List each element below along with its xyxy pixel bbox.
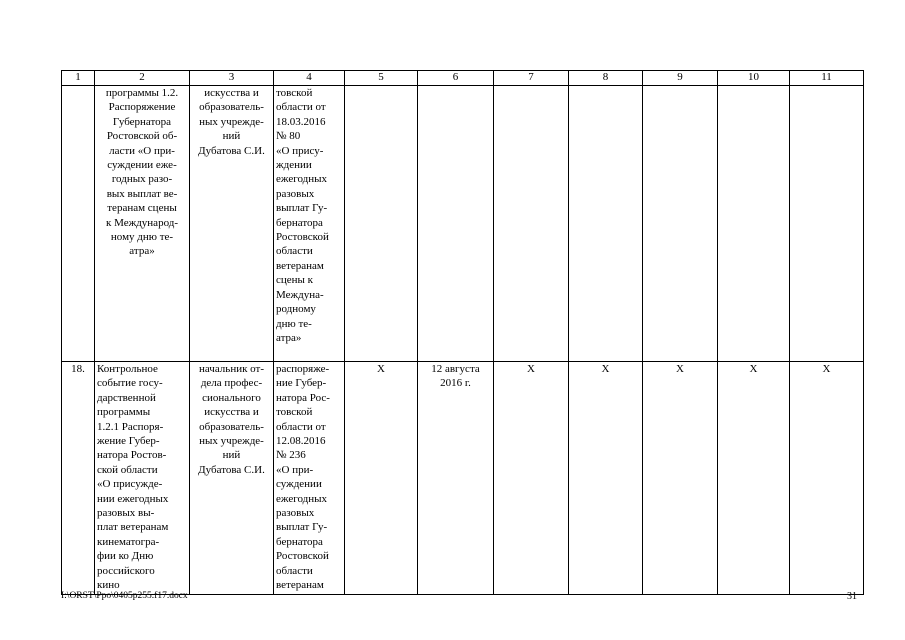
table-header-row	[62, 71, 864, 86]
date-cell	[418, 362, 494, 595]
table-row	[62, 86, 864, 362]
cell-text: X	[676, 363, 684, 375]
table-cell	[643, 362, 718, 595]
column-header: 7	[494, 71, 569, 86]
table-cell	[418, 86, 494, 362]
column-header: 2	[95, 71, 190, 86]
plan-table	[61, 70, 864, 595]
column-header: 10	[718, 71, 790, 86]
footer-file-path: I:\ORST\Ppo\0405p255.f17.docx	[61, 591, 188, 601]
table-cell	[494, 362, 569, 595]
cell-text: 18.	[71, 363, 85, 375]
cell-text: X	[377, 363, 385, 375]
column-header: 3	[190, 71, 274, 86]
cell-text: товской области от 18.03.2016 № 80 «О прису- ждении ежегодных разовых выплат Гу- бернатора Ростовской области ветеранам сцены к Междуна- родному дню те- атра»	[276, 87, 329, 344]
table-cell	[494, 86, 569, 362]
column-header: 1	[62, 71, 95, 86]
result-cell	[274, 86, 345, 362]
table-cell	[643, 86, 718, 362]
cell-text: X	[822, 363, 831, 375]
event-name-cell	[95, 362, 190, 595]
table-row	[62, 362, 864, 595]
column-header: 9	[643, 71, 718, 86]
column-header: 5	[345, 71, 418, 86]
result-cell	[274, 362, 345, 595]
responsible-cell	[190, 86, 274, 362]
column-header: 8	[569, 71, 643, 86]
column-header: 6	[418, 71, 494, 86]
row-number-cell	[62, 86, 95, 362]
cell-text: X	[527, 363, 535, 375]
table-cell	[569, 362, 643, 595]
responsible-cell	[190, 362, 274, 595]
table-cell	[345, 362, 418, 595]
table-cell	[345, 86, 418, 362]
cell-text: начальник от- дела профес- сионального искусства и образователь- ных учрежде- ний Дубатова С.И.	[198, 363, 265, 476]
cell-text: Контрольное событие госу- дарственной программы 1.2.1 Распоря- жение Губер- натора Ростов- ской области «О присужде- нии ежегодных разовых вы- плат ветеранам кинематогра- фии ко Дню российского кино	[97, 363, 169, 592]
table-cell	[569, 86, 643, 362]
column-header: 11	[790, 71, 864, 86]
table-cell	[718, 86, 790, 362]
cell-text: распоряже- ние Губер- натора Рос- товской области от 12.08.2016 № 236 «О при- суждении ежегодных разовых выплат Гу- бернатора Ростовской области ветеранам	[276, 363, 330, 592]
cell-text: X	[601, 363, 610, 375]
table-cell	[790, 86, 864, 362]
cell-text: 12 августа 2016 г.	[431, 363, 480, 390]
cell-text: X	[749, 363, 758, 375]
row-number-cell	[62, 362, 95, 595]
page-number: 31	[847, 591, 857, 602]
cell-text: программы 1.2. Распоряжение Губернатора Ростовской об- ласти «О при- суждении еже- годных разо- вых выплат ве- теранам сцены к Международ- ному дню те- атра»	[105, 87, 179, 258]
event-name-cell	[95, 86, 190, 362]
column-header: 4	[274, 71, 345, 86]
table-cell	[790, 362, 864, 595]
table-cell	[718, 362, 790, 595]
cell-text: искусства и образователь- ных учрежде- ний Дубатова С.И.	[198, 87, 265, 157]
